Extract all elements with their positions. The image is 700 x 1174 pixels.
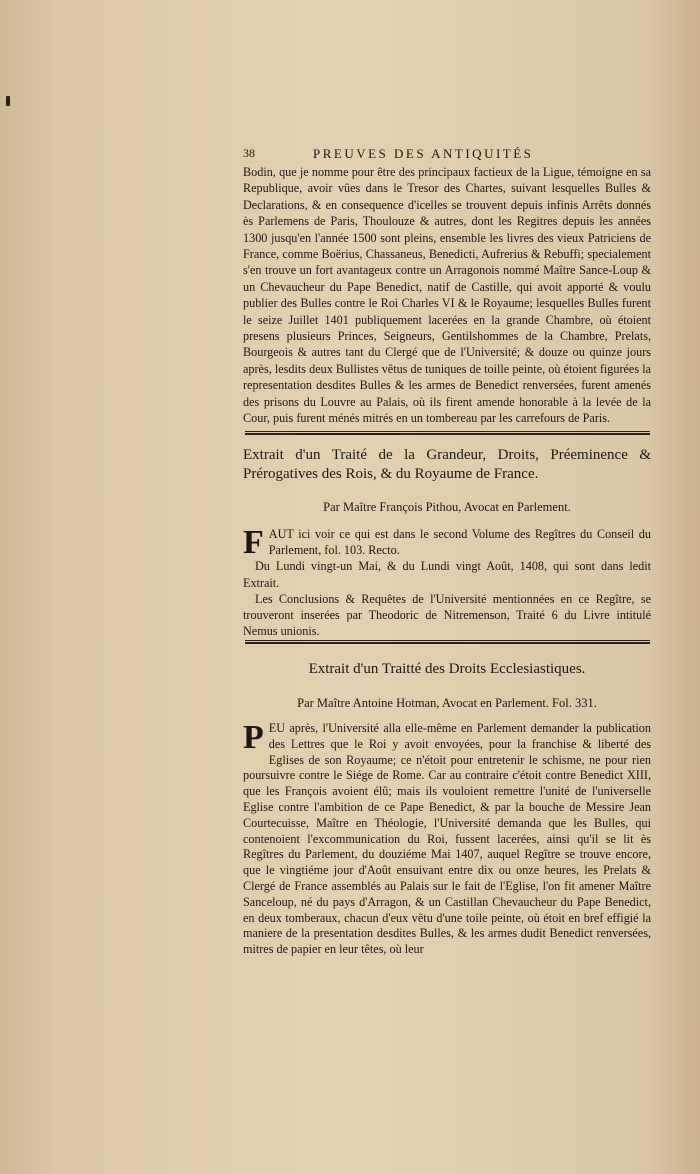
dropcap-letter: P — [243, 719, 264, 756]
section1-title: Extrait d'un Traité de la Grandeur, Droits, Préeminence & Prérogatives des Rois, & du Royaume de France. — [243, 447, 651, 482]
section2-body — [243, 721, 651, 958]
section1-byline: Par Maître François Pithou, Avocat en Parlement. — [323, 500, 571, 514]
opening-paragraph — [243, 164, 651, 427]
section2-title: Extrait d'un Traitté des Droits Ecclesiastiques. — [308, 661, 586, 677]
dropcap-letter: F — [243, 524, 264, 561]
page-number: 38 — [243, 146, 255, 160]
opening-paragraph-text: Bodin, que je nomme pour être des principaux factieux de la Ligue, témoigne en sa Republique, avoir vûes dans le Tresor des Chartes, suivant lesquelles Bulles & Declarations, & en consequence d'icelles se trouvent depuis infinis Arrêts donnés ès Parlemens de Paris, Thoulouze & autres, dont les Regitres depuis les années 1300 jusqu'en l'année 1500 sont pleins, ensemble les livres des vieux Patriciens de France, comme Boërius, Chassaneus, Benedicti, Aufrerius & Rebuffi; specialement s'en trouve un fort avantageux contre un Arragonois nommé Maître Sance-Loup & un Chevaucheur du Pape Benedict, natif de Castille, qui avoit apporté & voulu publier des Bulles contre le Roi Charles VI & le Royaume; lesquelles Bulles furent le seize Juillet 1401 publiquement lacerées en la grande Chambre, où étoient presens plusieurs Princes, Seigneurs, Gentilshommes de la Chambre, Prelats, Bourgeois & autres tant du Clergé que de l'Université; & douze ou quinze jours après, lesdits deux Bullistes vêtus de tuniques de toille peinte, où étoient figurées la representation desdites Bulles & les armes de Benedict renversées, furent amenés des prisons du Louvre au Palais, où ils firent amende honorable à la levée de la Cour, puis furent ménés mitrés en un tombereau par les carrefours de Paris. — [243, 165, 651, 426]
section1-para1: AUT ici voir ce qui est dans le second Volume des Regîtres du Conseil du Parlement, fol. 103. Recto. — [268, 527, 651, 558]
section1-body — [243, 526, 651, 639]
ink-mark — [6, 96, 10, 106]
section1-para3: Les Conclusions & Requêtes de l'Université mentionnées en ce Regître, se trouveront inserées par Theodoric de Nitremenson, Traité 6 du Livre intitulé Nemus unionis. — [243, 591, 651, 639]
page-header — [243, 146, 651, 164]
section1-para2: Du Lundi vingt-un Mai, & du Lundi vingt Août, 1408, qui sont dans ledit Extrait. — [243, 559, 651, 590]
running-title: PREUVES DES ANTIQUITÉS — [313, 146, 534, 161]
section-divider — [245, 431, 650, 435]
section2-byline: Par Maître Antoine Hotman, Avocat en Parlement. Fol. 331. — [297, 696, 597, 710]
section-divider — [245, 640, 650, 644]
section2-para1: EU après, l'Université alla elle-même en Parlement demander la publication des Lettres que le Roi y avoit envoyées, pour la franchise & liberté des Eglises de son Royaume; ce n'étoit pour entretenir le schisme, ne pour rien poursuivre contre le Siége de Rome. Car au contraire c'étoit contre Benedict XIII, que les François avoient élû; mais ils vouloient remettre l'unité de l'universelle Eglise contre l'ambition de ce Pape Benedict, & par la bouche de Messire Jean Courtecuisse, Maître en Théologie, l'Université demanda que les Bulles, qui contenoient l'excommunication du Roi, fussent lacerées, ainsi qu'il se lit ès Regîtres du Parlement, du douziéme Mai 1407, auquel Regître se trouve encore, que le vingtiéme jour d'Août ensuivant entre dix ou onze heures, les Prelats & Clergé de France assemblés au Palais sur le fait de l'Eglise, l'on fit amener Maître Sanceloup, né du pays d'Arragon, & un Castillan Chevaucheur du Pape Benedict, en deux tomberaux, chacun d'eux vêtu d'une toile peinte, où étoit en bref effigié la maniere de la presentation desdites Bulles, & les armes dudit Benedict renversées, mitres de papier en leur têtes, où leur — [243, 721, 651, 957]
